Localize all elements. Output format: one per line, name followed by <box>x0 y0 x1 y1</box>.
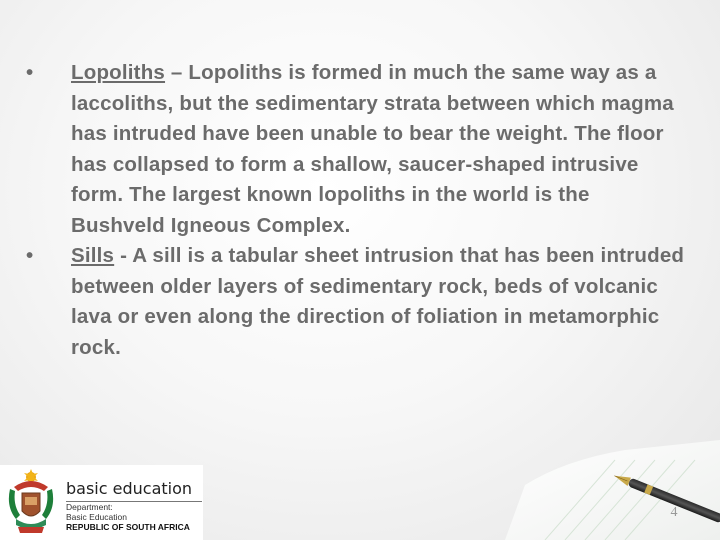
coat-of-arms-icon <box>2 467 60 537</box>
department-logo <box>0 465 203 540</box>
logo-text-block <box>66 479 202 532</box>
bullet-marker: • <box>26 244 34 267</box>
fountain-pen-icon <box>505 440 720 540</box>
term-lopoliths: Lopoliths <box>71 61 166 84</box>
page-number: 4 <box>670 505 678 520</box>
bullet-item-sills <box>26 241 686 363</box>
term-sills: Sills <box>71 244 115 267</box>
logo-department-label: Department: <box>66 502 113 512</box>
logo-title: basic education <box>66 479 202 502</box>
definition-lopoliths: – Lopoliths is formed in much the same way as a laccoliths, but the sedimentary strata between which magma has intruded have been unable to bear the weight. The floor has collapsed to form a shallow, saucer-shaped intrusive form. The largest known lopoliths in the world is the Bushveld Igneous Complex. <box>71 61 674 237</box>
logo-department-name: Basic Education <box>66 512 127 522</box>
bullet-item-lopoliths <box>26 58 686 241</box>
definition-sills: - A sill is a tabular sheet intrusion that has been intruded between older layers of sedimentary rock, beds of volcanic lava or even along the direction of foliation in metamorphic rock. <box>71 244 685 359</box>
logo-country: REPUBLIC OF SOUTH AFRICA <box>66 522 190 532</box>
bullet-marker: • <box>26 61 34 84</box>
bullet-list <box>26 58 686 363</box>
